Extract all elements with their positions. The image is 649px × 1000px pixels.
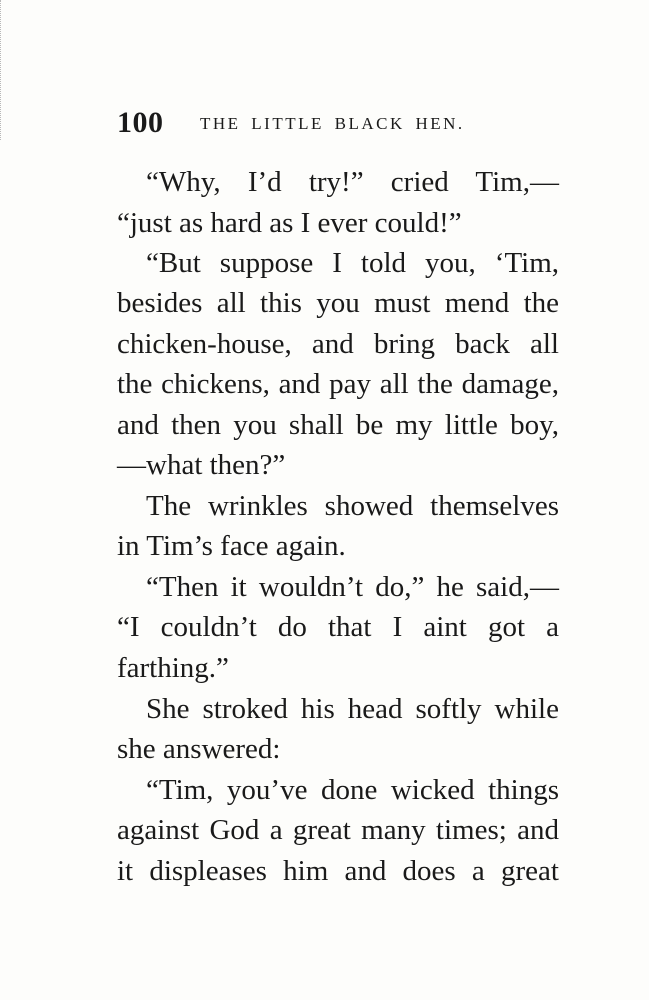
text-line: and then you shall be my little boy, [117, 409, 559, 441]
text-line: in Tim’s face again. [117, 530, 346, 562]
text-line: “Tim, you’ve done wicked things [146, 774, 559, 806]
text-line: “just as hard as I ever could!” [117, 207, 462, 239]
page-edge [0, 0, 5, 140]
text-line: besides all this you must mend the [117, 287, 559, 319]
text-line: “But suppose I told you, ‘Tim, [146, 247, 559, 279]
text-line: the chickens, and pay all the damage, [117, 368, 559, 400]
text-line: “Why, I’d try!” cried Tim,— [146, 166, 559, 198]
text-line: “Then it wouldn’t do,” he said,— [146, 571, 559, 603]
running-head [117, 106, 557, 140]
text-line: farthing.” [117, 652, 229, 684]
book-title: THE LITTLE BLACK HEN. [200, 114, 465, 133]
text-line: chicken-house, and bring back all [117, 328, 559, 360]
text-line: “I couldn’t do that I aint got a [117, 611, 559, 643]
text-line: against God a great many times; and [117, 814, 559, 846]
text-line: —what then?” [117, 449, 286, 481]
text-line: she answered: [117, 733, 281, 765]
page-number: 100 [117, 106, 164, 139]
text-line: The wrinkles showed themselves [146, 490, 559, 522]
text-line: She stroked his head softly while [146, 693, 559, 725]
text-line: it displeases him and does a great [117, 855, 559, 887]
